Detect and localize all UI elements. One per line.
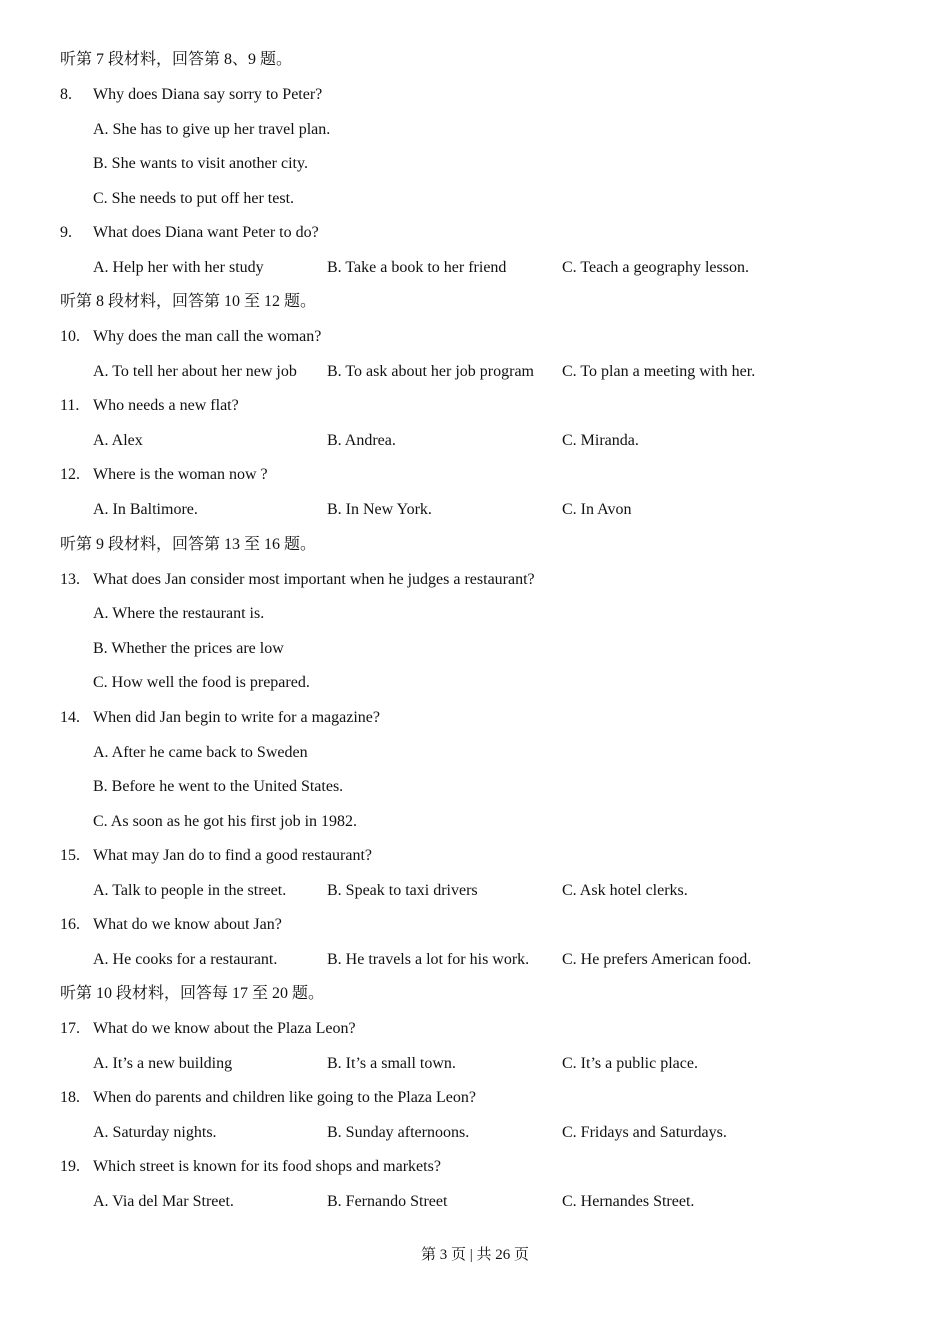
question-text: What do we know about the Plaza Leon? bbox=[93, 1020, 356, 1037]
question-19 bbox=[60, 1156, 441, 1178]
q13-option-b: B. Whether the prices are low bbox=[93, 640, 284, 657]
q11-option-c: C. Miranda. bbox=[562, 432, 639, 449]
q11-option-a: A. Alex bbox=[93, 432, 143, 449]
q9-option-c: C. Teach a geography lesson. bbox=[562, 259, 749, 276]
q17-option-a: A. It’s a new building bbox=[93, 1055, 233, 1072]
q10-option-c: C. To plan a meeting with her. bbox=[562, 363, 756, 380]
q16-option-a: A. He cooks for a restaurant. bbox=[93, 951, 278, 968]
q12-option-c: C. In Avon bbox=[562, 501, 632, 518]
question-number: 17. bbox=[60, 1020, 80, 1037]
question-8 bbox=[60, 84, 322, 106]
q16-option-c: C. He prefers American food. bbox=[562, 951, 752, 968]
q8-option-b: B. She wants to visit another city. bbox=[93, 155, 308, 172]
question-14 bbox=[60, 707, 380, 729]
q16-option-b: B. He travels a lot for his work. bbox=[327, 951, 530, 968]
page-footer: 第 3 页 | 共 26 页 bbox=[420, 1247, 529, 1263]
question-11 bbox=[60, 395, 239, 417]
question-number: 10. bbox=[60, 328, 80, 345]
q8-option-c: C. She needs to put off her test. bbox=[93, 190, 295, 207]
section-heading-10: 听第 10 段材料，回答每 17 至 20 题。 bbox=[60, 985, 325, 1002]
question-number: 15. bbox=[60, 847, 80, 864]
question-text: Where is the woman now ? bbox=[93, 466, 268, 483]
question-number: 11. bbox=[60, 397, 80, 414]
q14-option-a: A. After he came back to Sweden bbox=[93, 744, 308, 761]
q15-option-a: A. Talk to people in the street. bbox=[93, 882, 287, 899]
q19-option-a: A. Via del Mar Street. bbox=[93, 1193, 234, 1210]
question-number: 12. bbox=[60, 466, 80, 483]
q12-option-a: A. In Baltimore. bbox=[93, 501, 198, 518]
q12-option-b: B. In New York. bbox=[327, 501, 432, 518]
section-heading-7: 听第 7 段材料，回答第 8、9 题。 bbox=[60, 51, 293, 68]
question-9 bbox=[60, 222, 319, 244]
question-number: 16. bbox=[60, 916, 80, 933]
question-text: Why does Diana say sorry to Peter? bbox=[93, 86, 323, 103]
section-heading-8: 听第 8 段材料，回答第 10 至 12 题。 bbox=[60, 293, 317, 310]
q13-option-c: C. How well the food is prepared. bbox=[93, 674, 310, 691]
section-heading-9: 听第 9 段材料，回答第 13 至 16 题。 bbox=[60, 536, 317, 553]
q19-option-c: C. Hernandes Street. bbox=[562, 1193, 695, 1210]
question-15 bbox=[60, 845, 372, 867]
question-text: Which street is known for its food shops and markets? bbox=[93, 1158, 441, 1175]
q10-option-a: A. To tell her about her new job bbox=[93, 363, 297, 380]
q17-option-b: B. It’s a small town. bbox=[327, 1055, 456, 1072]
question-12 bbox=[60, 464, 268, 486]
q9-option-a: A. Help her with her study bbox=[93, 259, 264, 276]
question-text: What does Jan consider most important when he judges a restaurant? bbox=[93, 571, 535, 588]
question-16 bbox=[60, 914, 282, 936]
q17-option-c: C. It’s a public place. bbox=[562, 1055, 698, 1072]
question-number: 18. bbox=[60, 1089, 80, 1106]
q14-option-c: C. As soon as he got his first job in 1982. bbox=[93, 813, 358, 830]
q13-option-a: A. Where the restaurant is. bbox=[93, 605, 265, 622]
q18-option-c: C. Fridays and Saturdays. bbox=[562, 1124, 727, 1141]
question-10 bbox=[60, 326, 321, 348]
q8-option-a: A. She has to give up her travel plan. bbox=[93, 121, 331, 138]
question-text: What may Jan do to find a good restaurant? bbox=[93, 847, 373, 864]
q15-option-c: C. Ask hotel clerks. bbox=[562, 882, 688, 899]
question-number: 8. bbox=[60, 86, 72, 103]
q18-option-a: A. Saturday nights. bbox=[93, 1124, 217, 1141]
q10-option-b: B. To ask about her job program bbox=[327, 363, 534, 380]
question-text: What do we know about Jan? bbox=[93, 916, 282, 933]
q15-option-b: B. Speak to taxi drivers bbox=[327, 882, 478, 899]
question-number: 19. bbox=[60, 1158, 80, 1175]
q19-option-b: B. Fernando Street bbox=[327, 1193, 448, 1210]
question-text: When did Jan begin to write for a magazine? bbox=[93, 709, 380, 726]
q9-option-b: B. Take a book to her friend bbox=[327, 259, 507, 276]
question-text: Why does the man call the woman? bbox=[93, 328, 322, 345]
q11-option-b: B. Andrea. bbox=[327, 432, 396, 449]
question-18 bbox=[60, 1087, 476, 1109]
question-number: 9. bbox=[60, 224, 72, 241]
question-number: 13. bbox=[60, 571, 80, 588]
question-13 bbox=[60, 569, 535, 591]
question-text: Who needs a new flat? bbox=[93, 397, 239, 414]
question-text: What does Diana want Peter to do? bbox=[93, 224, 319, 241]
q18-option-b: B. Sunday afternoons. bbox=[327, 1124, 470, 1141]
question-17 bbox=[60, 1018, 356, 1040]
question-number: 14. bbox=[60, 709, 80, 726]
q14-option-b: B. Before he went to the United States. bbox=[93, 778, 344, 795]
question-text: When do parents and children like going to the Plaza Leon? bbox=[93, 1089, 476, 1106]
